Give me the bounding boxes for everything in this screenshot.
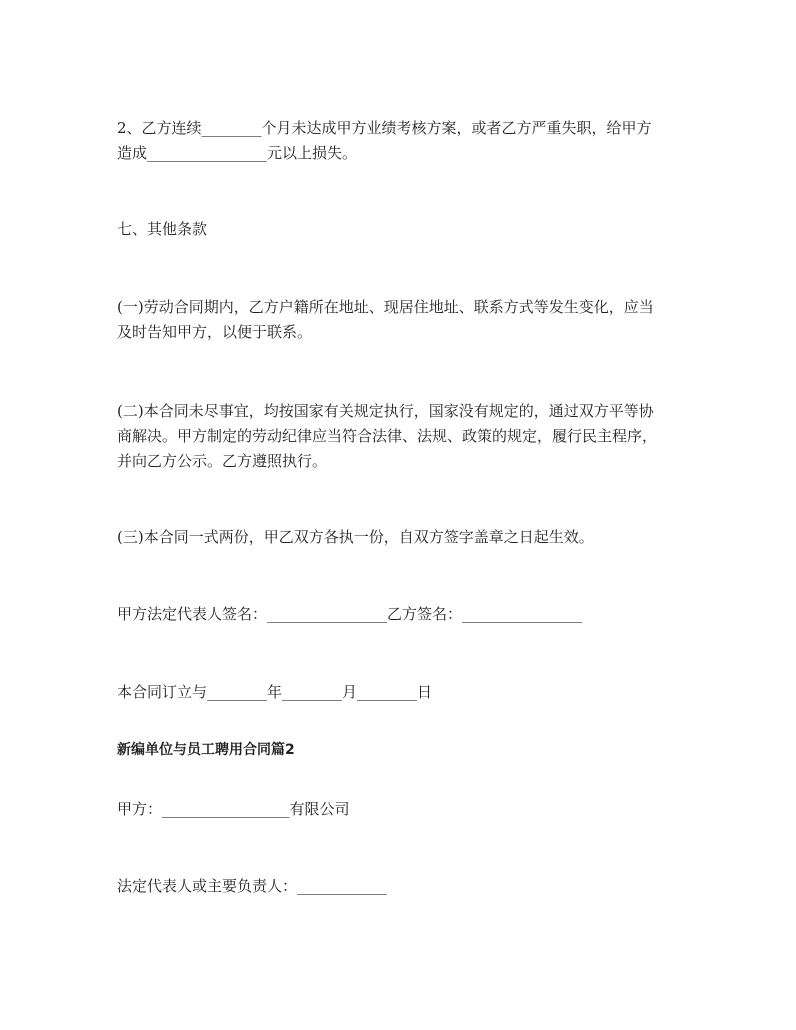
other-clause-2-line-2: 商解决。甲方制定的劳动纪律应当符合法律、法规、政策的规定，履行民主程序， (117, 427, 658, 445)
contract-2-title: 新编单位与员工聘用合同篇2 (117, 742, 295, 758)
clause-2-line-2: 造成________________元以上损失。 (117, 144, 358, 162)
clause-2-line-1: 2、乙方连续________个月未达成甲方业绩考核方案，或者乙方严重失职，给甲方 (117, 119, 652, 137)
section-7-heading: 七、其他条款 (117, 220, 208, 238)
party-a-line: 甲方：_________________有限公司 (117, 800, 350, 818)
other-clause-2-line-1: (二)本合同未尽事宜，均按国家有关规定执行，国家没有规定的，通过双方平等协 (117, 402, 654, 420)
other-clause-3-line: (三)本合同一式两份，甲乙双方各执一份，自双方签字盖章之日起生效。 (117, 528, 594, 546)
contract-date-line: 本合同订立与________年________月________日 (117, 683, 433, 701)
other-clause-1-line-1: (一)劳动合同期内，乙方户籍所在地址、现居住地址、联系方式等发生变化，应当 (117, 298, 654, 316)
other-clause-2-line-3: 并向乙方公示。乙方遵照执行。 (117, 452, 328, 470)
signature-line: 甲方法定代表人签名：________________乙方签名：________________ (117, 605, 583, 623)
other-clause-1-line-2: 及时告知甲方，以便于联系。 (117, 323, 313, 341)
legal-representative-line: 法定代表人或主要负责人：____________ (117, 877, 388, 895)
